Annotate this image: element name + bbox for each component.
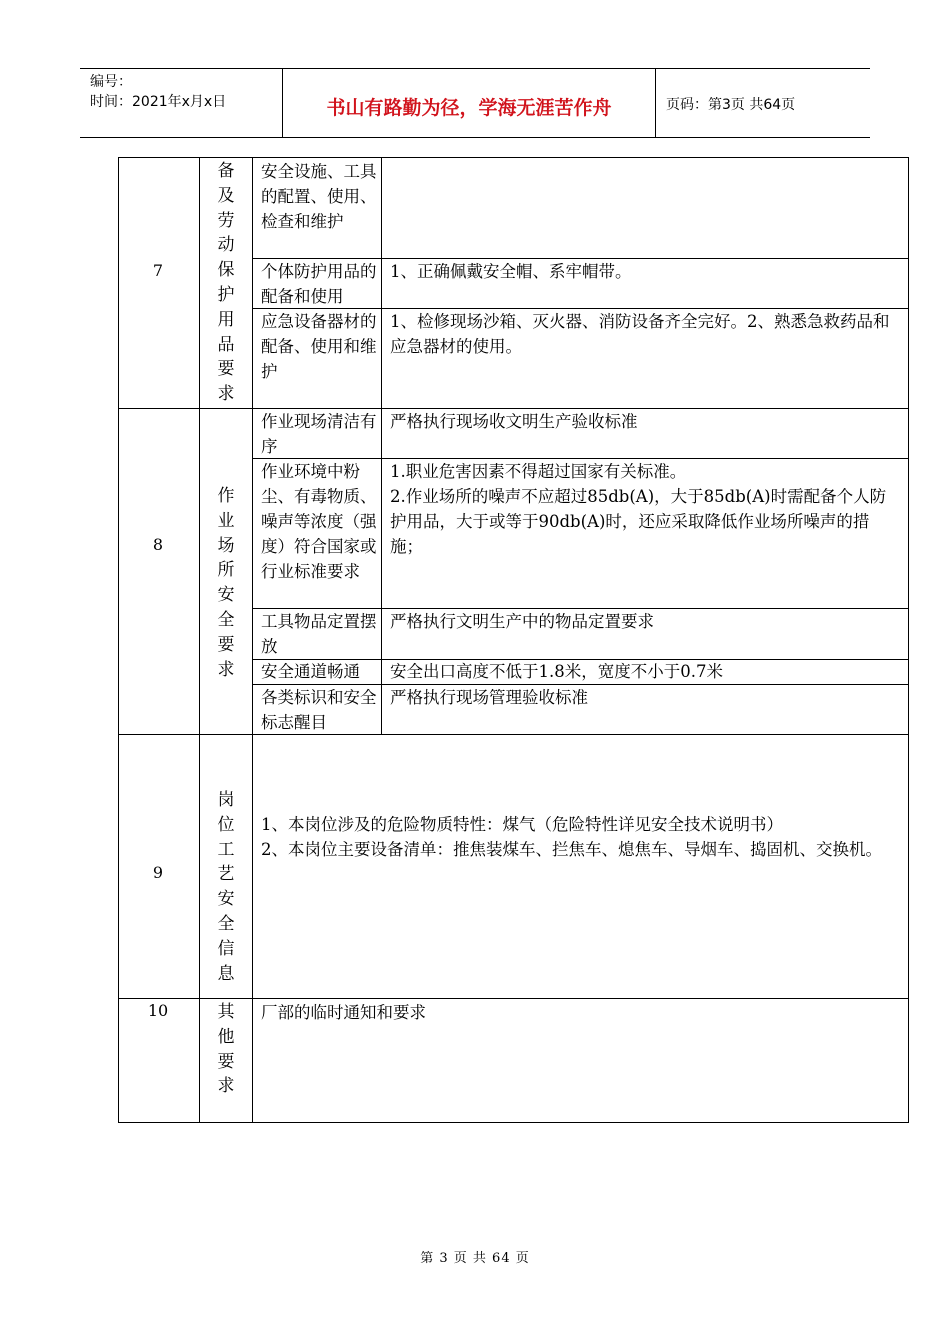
item-cell: 各类标识和安全标志醒目 <box>261 688 377 732</box>
header-meta <box>80 69 282 137</box>
category-char: 他 <box>217 1026 235 1047</box>
column-divider-item <box>381 157 382 735</box>
info-line: 1、本岗位涉及的危险物质特性：煤气（危险特性详见安全技术说明书） <box>261 815 783 834</box>
requirement-cell: 1、检修现场沙箱、灭火器、消防设备齐全完好。2、熟悉急救药品和应急器材的使用。 <box>390 312 890 356</box>
header-motto: 书山有路勤为径，学海无涯苦作舟 <box>326 96 612 119</box>
header-motto-cell <box>282 69 656 137</box>
table-border-top <box>118 157 909 158</box>
page-header <box>80 68 870 138</box>
document-date: 时间：2021年x月x日 <box>90 94 227 110</box>
category-char: 要 <box>217 634 235 655</box>
category-char: 求 <box>217 384 235 405</box>
category-char: 岗 <box>217 790 235 810</box>
category-char: 备 <box>217 161 235 181</box>
category-char: 求 <box>217 1076 235 1097</box>
category-char: 安 <box>217 889 235 910</box>
category-char: 全 <box>217 609 235 630</box>
category-char: 工 <box>217 839 235 860</box>
row-category-vertical <box>200 484 252 682</box>
category-char: 其 <box>217 1002 235 1022</box>
category-char: 动 <box>217 235 235 256</box>
row-number: 9 <box>152 863 164 882</box>
category-char: 要 <box>217 359 235 380</box>
requirement-cell <box>390 459 902 559</box>
item-cell: 安全设施、工具的配置、使用、检查和维护 <box>261 162 377 231</box>
category-char: 用 <box>217 309 235 330</box>
row-number: 7 <box>152 261 164 280</box>
page-footer: 第 3 页 共 64 页 <box>420 1251 530 1266</box>
item-cell: 应急设备器材的配备、使用和维护 <box>261 312 377 381</box>
row-number: 8 <box>152 535 164 554</box>
item-cell: 安全通道畅通 <box>261 662 360 681</box>
table-border-left <box>118 157 119 1123</box>
row-divider-8-9 <box>118 734 909 735</box>
header-page-cell <box>656 69 870 137</box>
category-char: 艺 <box>217 864 235 885</box>
document-number-label: 编号： <box>90 74 132 90</box>
category-char: 息 <box>217 963 235 984</box>
safety-requirements-table <box>118 157 909 1123</box>
row-category-vertical <box>200 788 252 986</box>
item-cell: 工具物品定置摆放 <box>261 612 377 656</box>
row-number: 10 <box>147 1001 169 1020</box>
other-requirements: 厂部的临时通知和要求 <box>261 1003 426 1022</box>
requirement-cell: 严格执行文明生产中的物品定置要求 <box>390 612 654 631</box>
row-category-vertical <box>200 1000 252 1099</box>
category-char: 求 <box>217 659 235 680</box>
item-cell: 个体防护用品的配备和使用 <box>261 262 377 306</box>
category-char: 场 <box>217 535 235 556</box>
category-char: 业 <box>217 510 235 531</box>
category-char: 要 <box>217 1051 235 1072</box>
category-char: 信 <box>217 938 235 959</box>
category-char: 所 <box>217 560 235 581</box>
category-char: 保 <box>217 260 235 281</box>
requirement-cell: 严格执行现场收文明生产验收标准 <box>390 412 638 431</box>
table-border-right <box>908 157 909 1123</box>
requirement-line: 2.作业场所的噪声不应超过85db(A)，大于85db(A)时需配备个人防护用品，大于或等于90db(A)时，还应采取降低作业场所噪声的措施； <box>390 487 887 556</box>
process-safety-info <box>261 812 903 862</box>
row-category-vertical <box>200 159 252 407</box>
column-divider-category <box>252 157 253 1123</box>
category-char: 劳 <box>217 210 235 231</box>
category-char: 位 <box>217 814 235 835</box>
requirement-cell: 安全出口高度不低于1.8米，宽度不小于0.7米 <box>390 662 723 681</box>
info-line: 2、本岗位主要设备清单：推焦装煤车、拦焦车、熄焦车、导烟车、捣固机、交换机。 <box>261 840 882 859</box>
table-border-bottom <box>118 1122 909 1123</box>
requirement-line: 1.职业危害因素不得超过国家有关标准。 <box>390 462 687 481</box>
header-page-info: 页码：第3页 共64页 <box>666 97 796 113</box>
category-char: 作 <box>217 486 235 506</box>
row-divider-9-10 <box>118 998 909 999</box>
category-char: 安 <box>217 585 235 606</box>
item-cell: 作业环境中粉尘、有毒物质、噪声等浓度（强度）符合国家或行业标准要求 <box>261 462 377 581</box>
requirement-cell: 严格执行现场管理验收标准 <box>390 688 588 707</box>
category-char: 品 <box>217 334 235 355</box>
requirement-cell: 1、正确佩戴安全帽、系牢帽带。 <box>390 262 632 281</box>
category-char: 全 <box>217 913 235 934</box>
category-char: 护 <box>217 284 235 305</box>
item-cell: 作业现场清洁有序 <box>261 412 377 456</box>
category-char: 及 <box>217 185 235 206</box>
